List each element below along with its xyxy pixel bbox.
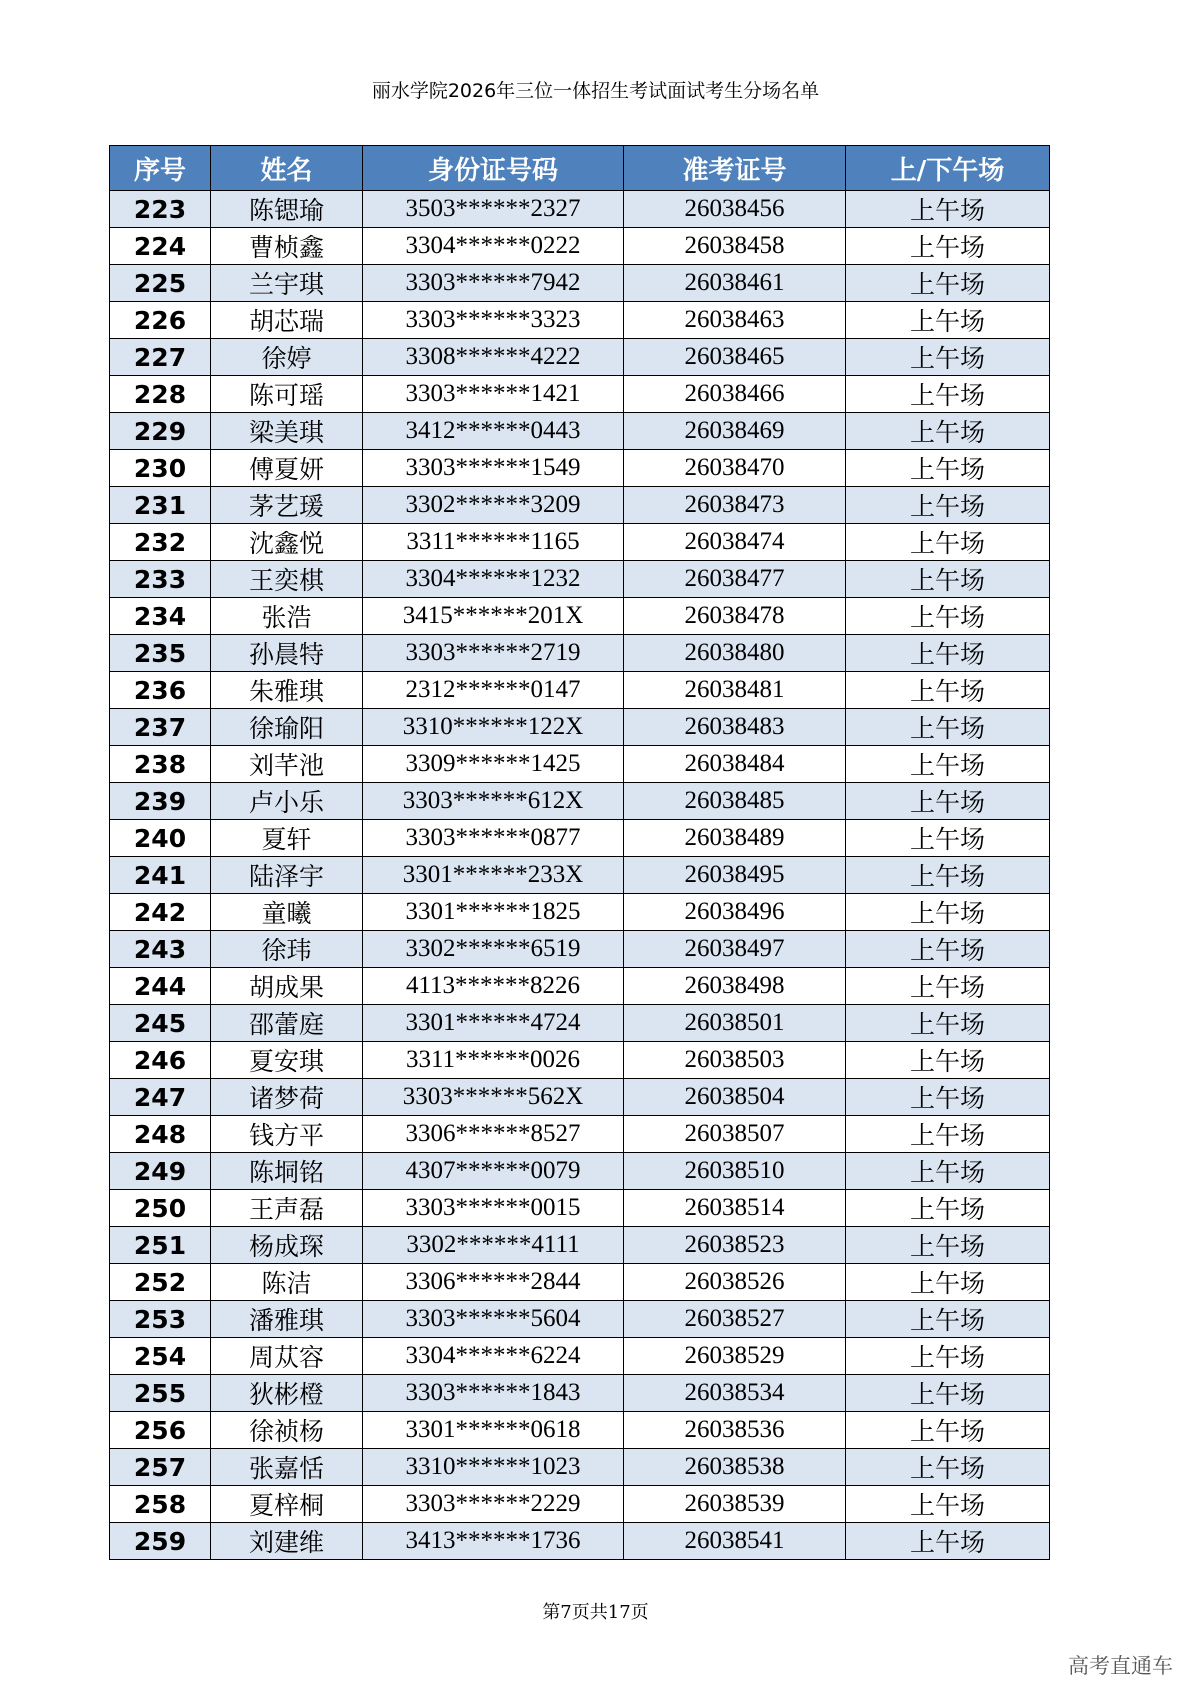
cell-id-number: 3303******0015 [363, 1190, 624, 1227]
cell-no: 234 [110, 598, 211, 635]
cell-ticket-number: 26038534 [624, 1375, 846, 1412]
cell-name: 童曦 [211, 894, 363, 931]
table-row [110, 1412, 1050, 1449]
cell-no: 255 [110, 1375, 211, 1412]
cell-session: 上午场 [846, 1301, 1050, 1338]
cell-ticket-number: 26038485 [624, 783, 846, 820]
cell-session: 上午场 [846, 1523, 1050, 1560]
cell-ticket-number: 26038539 [624, 1486, 846, 1523]
column-header-no: 序号 [110, 146, 211, 191]
cell-ticket-number: 26038514 [624, 1190, 846, 1227]
cell-ticket-number: 26038461 [624, 265, 846, 302]
cell-ticket-number: 26038477 [624, 561, 846, 598]
cell-name: 沈鑫悦 [211, 524, 363, 561]
cell-ticket-number: 26038484 [624, 746, 846, 783]
cell-id-number: 3303******5604 [363, 1301, 624, 1338]
column-header-ticket-number: 准考证号 [624, 146, 846, 191]
cell-no: 230 [110, 450, 211, 487]
table-row [110, 1116, 1050, 1153]
cell-session: 上午场 [846, 1005, 1050, 1042]
cell-session: 上午场 [846, 265, 1050, 302]
cell-session: 上午场 [846, 376, 1050, 413]
cell-no: 254 [110, 1338, 211, 1375]
cell-name: 潘雅琪 [211, 1301, 363, 1338]
table-row [110, 968, 1050, 1005]
page-number: 第7页共17页 [542, 1602, 649, 1623]
cell-id-number: 2312******0147 [363, 672, 624, 709]
cell-ticket-number: 26038541 [624, 1523, 846, 1560]
table-row [110, 635, 1050, 672]
cell-no: 257 [110, 1449, 211, 1486]
cell-no: 245 [110, 1005, 211, 1042]
cell-name: 徐婷 [211, 339, 363, 376]
table-row [110, 1375, 1050, 1412]
table-row [110, 450, 1050, 487]
cell-no: 232 [110, 524, 211, 561]
cell-id-number: 3306******8527 [363, 1116, 624, 1153]
column-header-name: 姓名 [211, 146, 363, 191]
cell-id-number: 3303******612X [363, 783, 624, 820]
cell-name: 杨成琛 [211, 1227, 363, 1264]
cell-id-number: 3311******0026 [363, 1042, 624, 1079]
table-row [110, 265, 1050, 302]
cell-name: 张嘉恬 [211, 1449, 363, 1486]
cell-ticket-number: 26038470 [624, 450, 846, 487]
cell-ticket-number: 26038458 [624, 228, 846, 265]
cell-session: 上午场 [846, 1449, 1050, 1486]
cell-id-number: 3413******1736 [363, 1523, 624, 1560]
cell-ticket-number: 26038465 [624, 339, 846, 376]
cell-ticket-number: 26038481 [624, 672, 846, 709]
table-row [110, 191, 1050, 228]
cell-name: 陆泽宇 [211, 857, 363, 894]
cell-id-number: 3302******3209 [363, 487, 624, 524]
cell-name: 夏安琪 [211, 1042, 363, 1079]
cell-ticket-number: 26038496 [624, 894, 846, 931]
cell-session: 上午场 [846, 228, 1050, 265]
table-row [110, 672, 1050, 709]
cell-session: 上午场 [846, 302, 1050, 339]
cell-id-number: 3310******122X [363, 709, 624, 746]
cell-name: 诸梦荷 [211, 1079, 363, 1116]
table-row [110, 1153, 1050, 1190]
cell-no: 227 [110, 339, 211, 376]
cell-ticket-number: 26038478 [624, 598, 846, 635]
cell-id-number: 3302******4111 [363, 1227, 624, 1264]
cell-session: 上午场 [846, 450, 1050, 487]
cell-session: 上午场 [846, 561, 1050, 598]
table-row [110, 783, 1050, 820]
cell-no: 252 [110, 1264, 211, 1301]
cell-name: 傅夏妍 [211, 450, 363, 487]
cell-id-number: 3301******233X [363, 857, 624, 894]
cell-name: 王奕棋 [211, 561, 363, 598]
table-row [110, 1264, 1050, 1301]
watermark: 高考直通车 [1068, 1654, 1173, 1678]
cell-session: 上午场 [846, 1042, 1050, 1079]
cell-session: 上午场 [846, 672, 1050, 709]
cell-ticket-number: 26038527 [624, 1301, 846, 1338]
page-title: 丽水学院2026年三位一体招生考试面试考生分场名单 [371, 80, 820, 102]
cell-name: 胡成果 [211, 968, 363, 1005]
cell-id-number: 3503******2327 [363, 191, 624, 228]
cell-id-number: 3306******2844 [363, 1264, 624, 1301]
cell-no: 246 [110, 1042, 211, 1079]
cell-name: 徐玮 [211, 931, 363, 968]
table-row [110, 1227, 1050, 1264]
cell-no: 256 [110, 1412, 211, 1449]
cell-session: 上午场 [846, 1079, 1050, 1116]
cell-ticket-number: 26038495 [624, 857, 846, 894]
column-header-session: 上/下午场 [846, 146, 1050, 191]
cell-name: 茅艺瑗 [211, 487, 363, 524]
table-row [110, 1042, 1050, 1079]
cell-ticket-number: 26038529 [624, 1338, 846, 1375]
cell-no: 228 [110, 376, 211, 413]
table-row [110, 561, 1050, 598]
cell-ticket-number: 26038523 [624, 1227, 846, 1264]
cell-session: 上午场 [846, 857, 1050, 894]
table-row [110, 1079, 1050, 1116]
table-row [110, 228, 1050, 265]
cell-no: 250 [110, 1190, 211, 1227]
cell-session: 上午场 [846, 931, 1050, 968]
cell-no: 239 [110, 783, 211, 820]
cell-id-number: 3302******6519 [363, 931, 624, 968]
cell-id-number: 4307******0079 [363, 1153, 624, 1190]
cell-name: 陈可瑶 [211, 376, 363, 413]
cell-session: 上午场 [846, 709, 1050, 746]
cell-no: 258 [110, 1486, 211, 1523]
table-row [110, 1338, 1050, 1375]
cell-name: 徐祯杨 [211, 1412, 363, 1449]
cell-no: 249 [110, 1153, 211, 1190]
cell-name: 胡芯瑞 [211, 302, 363, 339]
cell-id-number: 3303******1421 [363, 376, 624, 413]
cell-no: 241 [110, 857, 211, 894]
cell-no: 242 [110, 894, 211, 931]
table-row [110, 1301, 1050, 1338]
table-row [110, 709, 1050, 746]
cell-session: 上午场 [846, 1412, 1050, 1449]
cell-session: 上午场 [846, 1264, 1050, 1301]
table-row [110, 820, 1050, 857]
cell-session: 上午场 [846, 339, 1050, 376]
cell-ticket-number: 26038489 [624, 820, 846, 857]
cell-ticket-number: 26038456 [624, 191, 846, 228]
cell-id-number: 3301******1825 [363, 894, 624, 931]
cell-name: 夏轩 [211, 820, 363, 857]
table-row [110, 1486, 1050, 1523]
cell-no: 235 [110, 635, 211, 672]
cell-session: 上午场 [846, 1153, 1050, 1190]
cell-no: 244 [110, 968, 211, 1005]
cell-session: 上午场 [846, 598, 1050, 635]
cell-no: 247 [110, 1079, 211, 1116]
cell-no: 259 [110, 1523, 211, 1560]
column-header-id-number: 身份证号码 [363, 146, 624, 191]
cell-ticket-number: 26038503 [624, 1042, 846, 1079]
cell-id-number: 3304******6224 [363, 1338, 624, 1375]
cell-session: 上午场 [846, 894, 1050, 931]
cell-id-number: 3304******0222 [363, 228, 624, 265]
cell-name: 张浩 [211, 598, 363, 635]
cell-ticket-number: 26038474 [624, 524, 846, 561]
cell-ticket-number: 26038510 [624, 1153, 846, 1190]
cell-name: 周苁容 [211, 1338, 363, 1375]
table-row [110, 524, 1050, 561]
cell-id-number: 3303******2229 [363, 1486, 624, 1523]
cell-name: 徐瑜阳 [211, 709, 363, 746]
cell-ticket-number: 26038507 [624, 1116, 846, 1153]
cell-no: 224 [110, 228, 211, 265]
cell-session: 上午场 [846, 191, 1050, 228]
cell-ticket-number: 26038526 [624, 1264, 846, 1301]
cell-session: 上午场 [846, 1116, 1050, 1153]
cell-id-number: 3308******4222 [363, 339, 624, 376]
table-row [110, 1190, 1050, 1227]
table-row [110, 1449, 1050, 1486]
cell-no: 229 [110, 413, 211, 450]
cell-id-number: 3415******201X [363, 598, 624, 635]
cell-session: 上午场 [846, 635, 1050, 672]
cell-ticket-number: 26038466 [624, 376, 846, 413]
cell-id-number: 3310******1023 [363, 1449, 624, 1486]
cell-session: 上午场 [846, 1486, 1050, 1523]
cell-id-number: 3303******2719 [363, 635, 624, 672]
cell-no: 236 [110, 672, 211, 709]
cell-name: 钱方平 [211, 1116, 363, 1153]
cell-session: 上午场 [846, 524, 1050, 561]
cell-id-number: 3301******4724 [363, 1005, 624, 1042]
cell-name: 夏梓桐 [211, 1486, 363, 1523]
cell-session: 上午场 [846, 413, 1050, 450]
cell-id-number: 3309******1425 [363, 746, 624, 783]
cell-no: 248 [110, 1116, 211, 1153]
cell-ticket-number: 26038473 [624, 487, 846, 524]
table-row [110, 413, 1050, 450]
cell-id-number: 4113******8226 [363, 968, 624, 1005]
cell-no: 238 [110, 746, 211, 783]
cell-ticket-number: 26038469 [624, 413, 846, 450]
cell-session: 上午场 [846, 1375, 1050, 1412]
cell-id-number: 3301******0618 [363, 1412, 624, 1449]
cell-id-number: 3303******3323 [363, 302, 624, 339]
table-row [110, 487, 1050, 524]
cell-no: 226 [110, 302, 211, 339]
cell-session: 上午场 [846, 1227, 1050, 1264]
cell-name: 孙晨特 [211, 635, 363, 672]
cell-ticket-number: 26038483 [624, 709, 846, 746]
cell-ticket-number: 26038536 [624, 1412, 846, 1449]
cell-ticket-number: 26038497 [624, 931, 846, 968]
cell-ticket-number: 26038480 [624, 635, 846, 672]
cell-ticket-number: 26038501 [624, 1005, 846, 1042]
cell-name: 朱雅琪 [211, 672, 363, 709]
table-row [110, 746, 1050, 783]
cell-no: 243 [110, 931, 211, 968]
table-body [110, 191, 1050, 1560]
cell-no: 225 [110, 265, 211, 302]
table-row [110, 598, 1050, 635]
cell-name: 兰宇琪 [211, 265, 363, 302]
cell-id-number: 3303******562X [363, 1079, 624, 1116]
cell-id-number: 3303******7942 [363, 265, 624, 302]
cell-ticket-number: 26038463 [624, 302, 846, 339]
cell-id-number: 3412******0443 [363, 413, 624, 450]
cell-id-number: 3303******1549 [363, 450, 624, 487]
table-row [110, 857, 1050, 894]
cell-id-number: 3303******1843 [363, 1375, 624, 1412]
cell-session: 上午场 [846, 968, 1050, 1005]
cell-no: 253 [110, 1301, 211, 1338]
table-row [110, 931, 1050, 968]
table-row [110, 339, 1050, 376]
cell-no: 223 [110, 191, 211, 228]
cell-name: 陈垌铭 [211, 1153, 363, 1190]
cell-name: 邵蕾庭 [211, 1005, 363, 1042]
table-header-row [110, 146, 1050, 191]
table-row [110, 376, 1050, 413]
table-row [110, 1523, 1050, 1560]
cell-name: 狄彬橙 [211, 1375, 363, 1412]
cell-ticket-number: 26038504 [624, 1079, 846, 1116]
cell-name: 梁美琪 [211, 413, 363, 450]
cell-session: 上午场 [846, 783, 1050, 820]
table-row [110, 1005, 1050, 1042]
cell-name: 刘芊池 [211, 746, 363, 783]
cell-no: 251 [110, 1227, 211, 1264]
cell-name: 卢小乐 [211, 783, 363, 820]
cell-session: 上午场 [846, 746, 1050, 783]
table-row [110, 302, 1050, 339]
cell-no: 231 [110, 487, 211, 524]
cell-id-number: 3303******0877 [363, 820, 624, 857]
cell-name: 陈锶瑜 [211, 191, 363, 228]
cell-name: 陈洁 [211, 1264, 363, 1301]
cell-no: 240 [110, 820, 211, 857]
cell-id-number: 3304******1232 [363, 561, 624, 598]
candidate-table [109, 145, 1050, 1560]
cell-no: 233 [110, 561, 211, 598]
cell-ticket-number: 26038498 [624, 968, 846, 1005]
cell-session: 上午场 [846, 487, 1050, 524]
cell-no: 237 [110, 709, 211, 746]
cell-id-number: 3311******1165 [363, 524, 624, 561]
cell-session: 上午场 [846, 820, 1050, 857]
table-row [110, 894, 1050, 931]
cell-session: 上午场 [846, 1338, 1050, 1375]
cell-ticket-number: 26038538 [624, 1449, 846, 1486]
cell-name: 王声磊 [211, 1190, 363, 1227]
cell-session: 上午场 [846, 1190, 1050, 1227]
cell-name: 刘建维 [211, 1523, 363, 1560]
cell-name: 曹桢鑫 [211, 228, 363, 265]
